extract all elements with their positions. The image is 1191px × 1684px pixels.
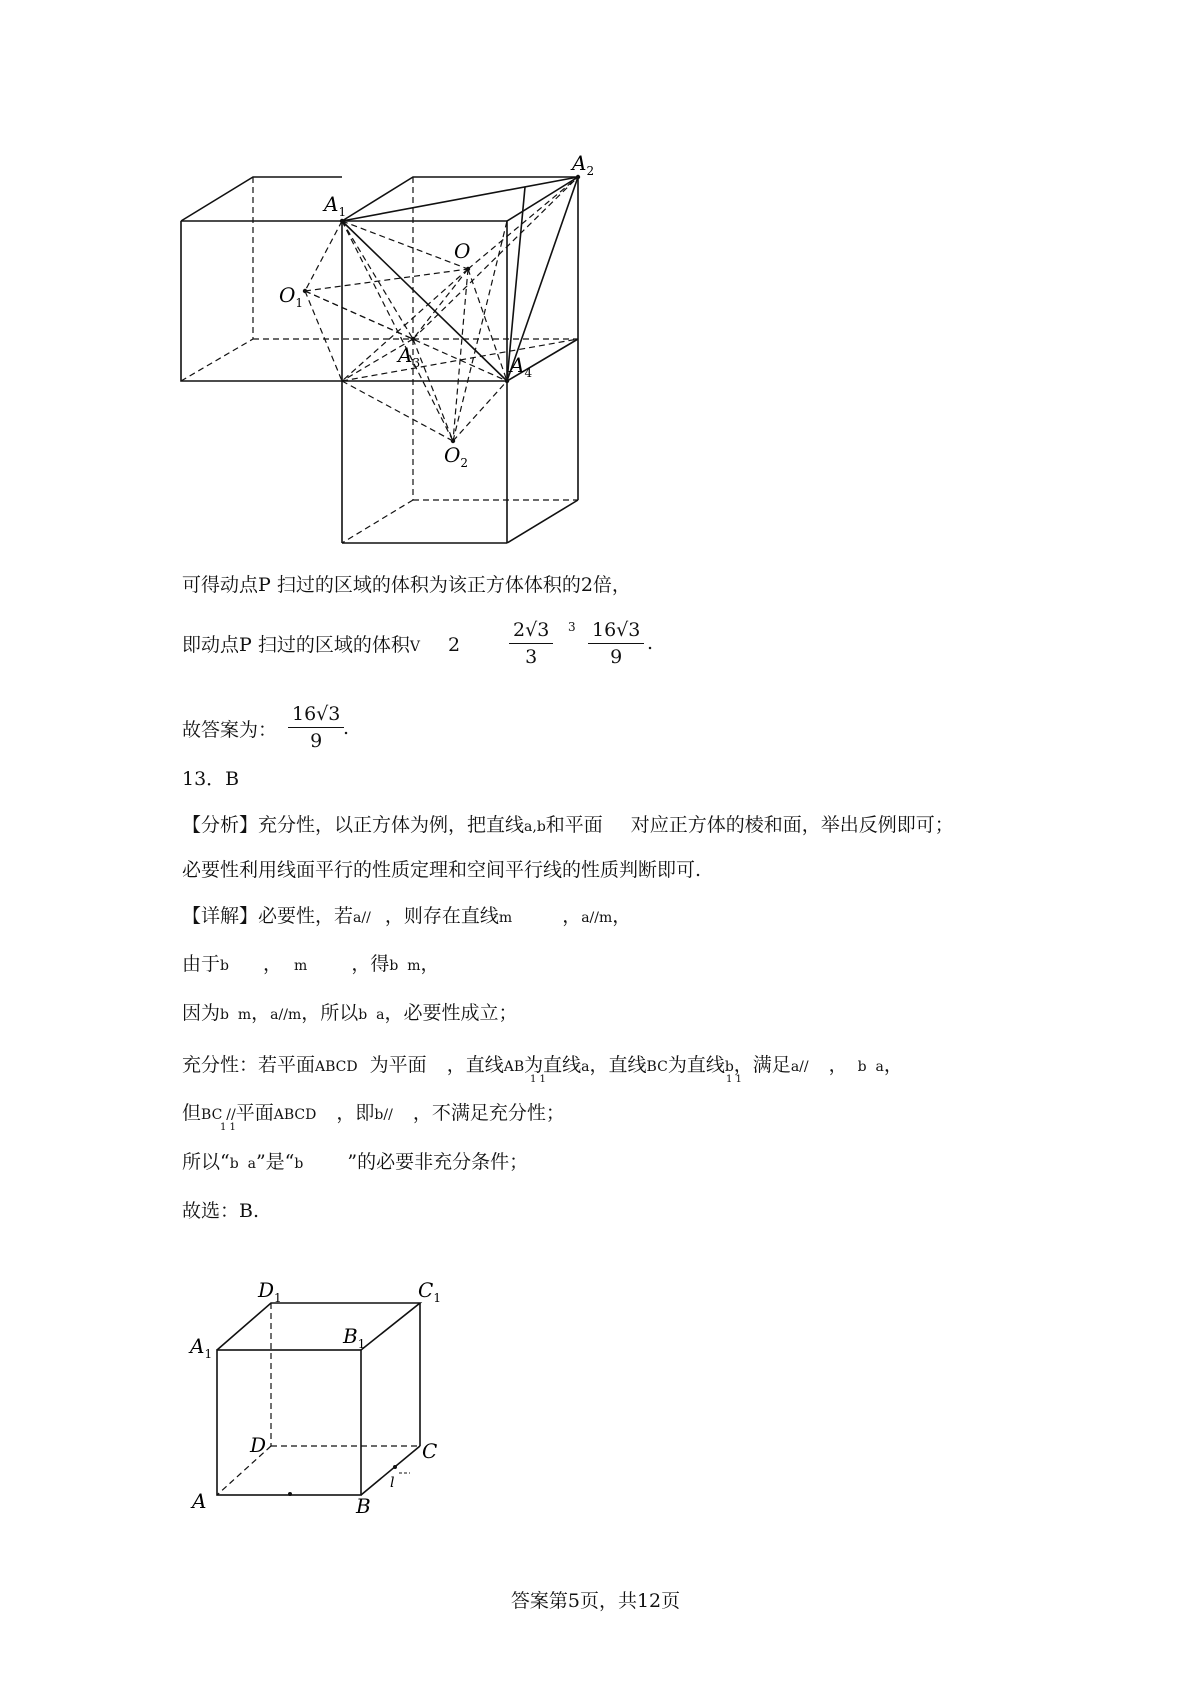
figure-cube-abcd [185,1265,455,1515]
label-o2: $O_2$ [444,443,469,470]
label-a1-cube: $A_1$ [190,1334,213,1361]
label-l: l [390,1475,395,1491]
l11-d: ，不满足充分性； [412,1102,565,1124]
l10-c: ，直线 [446,1054,504,1076]
label-o1: $O_1$ [279,283,304,310]
l12-b: ”是“ [255,1151,295,1173]
l9-am: a//m [270,1007,302,1023]
l10-i: ， [883,1054,903,1076]
text-line-4: 13．B [182,768,240,790]
l10-ab-sub: 1 1 [530,1074,546,1085]
fraction-3-num: 16√3 [288,701,344,728]
l11-a: 但 [182,1102,202,1124]
l9-c: ，所以 [301,1002,359,1024]
figure-cubes-diagram [175,150,605,550]
label-a1: $A_1$ [324,192,347,219]
label-a: A [192,1489,207,1513]
l7-m: m [498,910,513,926]
text-line-13: 故选：B. [182,1200,260,1222]
l11-b: 平面 [235,1102,274,1124]
l5-ab: a,b [524,819,546,835]
l10-apar: a// [790,1059,809,1075]
period-2: . [343,717,350,739]
var-v: V [409,639,420,655]
l7-a2: a// [353,910,371,926]
l10-e: ，直线 [589,1054,647,1076]
l8-b: ， [263,953,283,975]
label-b1: $B_1$ [343,1324,366,1351]
l11-bc: BC [201,1107,223,1123]
l10-ba: b a [857,1059,884,1075]
fraction-2-den: 9 [610,646,623,668]
l5-a: 【分析】充分性，以正方体为例，把直线 [182,814,525,836]
l10-a1: a [581,1059,590,1075]
text-line-2-prefix: 即动点P 扫过的区域的体积 [182,634,410,656]
label-a3: $A_3$ [398,343,421,370]
l11-bc-sub: 1 1 [220,1122,236,1133]
l9-ba: b a [358,1007,385,1023]
label-a4: $A_4$ [510,353,533,380]
l9-a: 因为 [182,1002,221,1024]
text-line-5 [182,812,954,840]
fraction-1-den: 3 [525,646,538,668]
text-line-9 [182,1000,517,1028]
l8-d: ， [420,953,440,975]
fraction-1 [509,617,553,670]
text-line-2 [182,632,460,660]
coef-2: 2 [448,634,461,656]
l10-b: 为平面 [369,1054,427,1076]
text-line-7 [182,903,631,931]
l8-m: m [294,958,308,974]
l11-c: ，即 [336,1102,375,1124]
l10-f: 为直线 [667,1054,725,1076]
l7-c: ， [562,905,582,927]
l10-a: 充分性：若平面 [182,1054,316,1076]
l10-ab: AB [503,1059,525,1075]
l11-bpar: b// [374,1107,393,1123]
exponent-3: 3 [568,620,576,634]
label-d1: $D_1$ [258,1278,282,1305]
text-line-11 [182,1100,565,1128]
fraction-3-den: 9 [310,730,323,752]
label-a2: $A_2$ [572,151,595,178]
text-line-8 [182,951,440,979]
fraction-3 [288,701,344,754]
label-c1: $C_1$ [418,1278,441,1305]
l7-am: a//m [581,910,613,926]
l8-bm: b m [389,958,421,974]
label-c: C [422,1439,438,1463]
text-line-12 [182,1149,528,1177]
l10-g: ，满足 [733,1054,791,1076]
l11-abcd: ABCD [273,1107,317,1123]
l5-c: 对应正方体的棱和面，举出反例即可； [630,814,954,836]
l10-bc: BC [646,1059,668,1075]
label-d: D [250,1433,267,1457]
l10-abcd: ABCD [315,1059,358,1075]
l10-d: 为直线 [524,1054,582,1076]
l8-a: 由于 [182,953,221,975]
l12-a: 所以“ [182,1151,230,1173]
l12-ba: b a [229,1156,256,1172]
page-footer: 答案第5页，共12页 [510,1590,681,1612]
text-line-1: 可得动点P 扫过的区域的体积为该正方体体积的2倍， [182,574,631,596]
l9-b: ， [251,1002,271,1024]
fraction-1-num: 2√3 [509,617,553,644]
l5-b: 和平面 [545,814,603,836]
l9-d: ，必要性成立； [384,1002,518,1024]
l7-a: 【详解】必要性，若 [182,905,354,927]
fraction-2 [588,617,644,670]
l7-b: ，则存在直线 [384,905,499,927]
fraction-2-num: 16√3 [588,617,644,644]
l12-c: ”的必要非充分条件； [347,1151,529,1173]
l12-b2: b [294,1156,304,1172]
l10-bc-sub: 1 1 [726,1074,742,1085]
label-o: O [454,239,471,263]
l8-c: ，得 [351,953,390,975]
l7-d: ， [612,905,632,927]
period-1: . [647,632,654,654]
l11-par: // [226,1107,236,1123]
l9-bm: b m [220,1007,252,1023]
text-line-3: 故答案为： [182,719,278,741]
text-line-6: 必要性利用线面平行的性质定理和空间平行线的性质判断即可. [182,859,702,881]
l10-b1: b [724,1059,734,1075]
l8-b1: b [220,958,229,974]
label-b: B [356,1494,371,1515]
l10-h: ， [828,1054,848,1076]
